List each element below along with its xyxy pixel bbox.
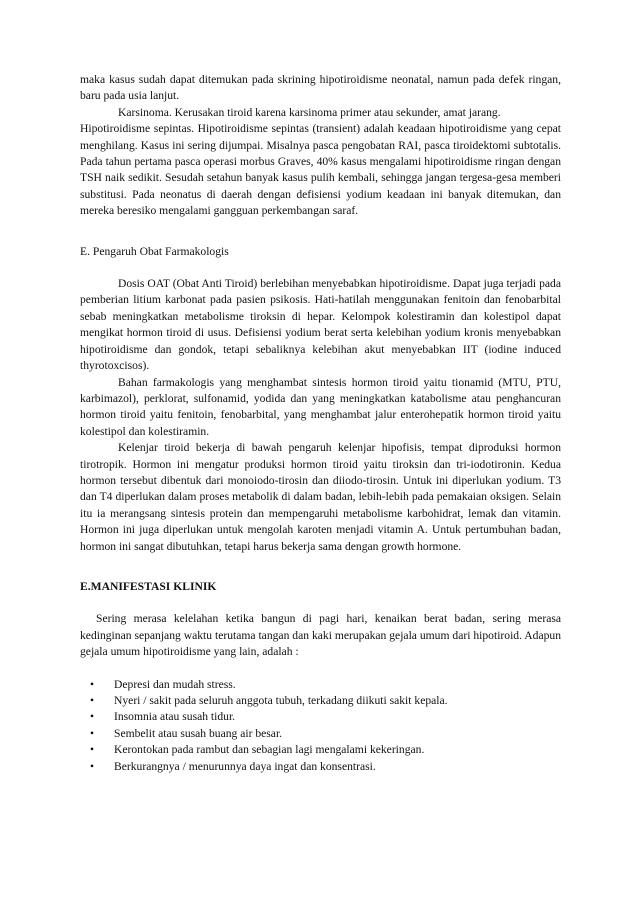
- paragraph-karsinoma: Karsinoma. Kerusakan tiroid karena karsinoma primer atau sekunder, amat jarang.: [118, 105, 501, 119]
- list-item: [80, 726, 561, 742]
- list-item: [80, 677, 561, 693]
- list-item: [80, 742, 561, 758]
- list-item-text: Berkurangnya / menurunnya daya ingat dan konsentrasi.: [114, 759, 376, 773]
- list-item-text: Kerontokan pada rambut dan sebagian lagi mengalami kekeringan.: [114, 743, 425, 757]
- paragraph-dosis-oat: Dosis OAT (Obat Anti Tiroid) berlebihan menyebabkan hipotiroidisme. Dapat juga terjadi pada pemberian litium karbonat pada pasien psikosis. Hati-hatilah menggunakan fenitoin dan fenobarbital sebab meningkatkan metabolisme tiroksin di hepar. Kelompok kolestiramin dan kolestipol dapat mengikat hormon tiroid di usus. Defisiensi yodium berat serta kelebihan yodium kronis menyebabkan hipotiroidisme dan gondok, tetapi sebaliknya kelebihan akut menyebabkan IIT (iodine induced thyrotoxcisos).: [80, 277, 561, 373]
- spacer: [80, 661, 561, 677]
- paragraph-kelenjar-tiroid: Kelenjar tiroid bekerja di bawah pengaruh kelenjar hipofisis, tempat diproduksi hormon tirotropik. Hormon ini mengatur produksi hormon tiroid yaitu tiroksin dan tri-iodotironin. Kedua hormon tersebut dibentuk dari monoiodo-tirosin dan diiodo-tirosin. Untuk ini diperlukan yodium. T3 dan T4 diperlukan dalam proses metabolik di dalam badan, lebih-lebih pada pemakaian oksigen. Selain itu ia merangsang sintesis protein dan mempengaruhi metabolisme karbohidrat, lemak dan vitamin. Hormon ini juga diperlukan untuk mengolah karoten menjadi vitamin A. Untuk pertumbuhan badan, hormon ini sangat dibutuhkan, tetapi harus bekerja sama dengan growth hormone.: [80, 441, 561, 553]
- list-item-text: Sembelit atau susah buang air besar.: [114, 726, 283, 740]
- symptom-list: [80, 677, 561, 775]
- paragraph-bahan-farmakologis: Bahan farmakologis yang menghambat sintesis hormon tiroid yaitu tionamid (MTU, PTU, karbimazol), perklorat, sulfonamid, yodida dan yang meningkatkan katabolisme atau penghancuran hormon tiroid yaitu fenitoin, fenobarbital, yang menghambat jalur enterohepatik hormon tiroid yaitu kolestipol dan kolestiramin.: [80, 375, 561, 438]
- paragraph-continuation: maka kasus sudah dapat ditemukan pada skrining hipotiroidisme neonatal, namun pada defek ringan, baru pada usia lanjut.: [80, 73, 561, 103]
- section-heading-pengaruh-obat: E. Pengaruh Obat Farmakologis: [80, 244, 229, 258]
- bullet-icon: •: [90, 743, 95, 757]
- paragraph-hipotiroidisme-sepintas: Hipotiroidisme sepintas. Hipotiroidisme sepintas (transient) adalah keadaan hipotiroidisme yang cepat menghilang. Kasus ini sering dijumpai. Misalnya pasca pengobatan RAI, pasca tiroidektomi subtotalis. Pada tahun pertama pasca operasi morbus Graves, 40% kasus mengalami hipotiroidisme ringan dengan TSH naik sedikit. Sesudah setahun banyak kasus pulih kembali, sehingga jangan tergesa-gesa memberi substitusi. Pada neonatus di daerah dengan defisiensi yodium keadaan ini banyak ditemukan, dan mereka beresiko mengalami gangguan perkembangan saraf.: [80, 122, 561, 218]
- spacer: [80, 220, 561, 244]
- list-item: [80, 709, 561, 725]
- list-item-text: Nyeri / sakit pada seluruh anggota tubuh, terkadang diikuti sakit kepala.: [114, 694, 448, 707]
- document-page: [80, 72, 561, 775]
- spacer: [80, 260, 561, 276]
- list-item-text: Insomnia atau susah tidur.: [114, 710, 236, 724]
- list-item: [80, 759, 561, 775]
- bullet-icon: •: [90, 710, 95, 724]
- bullet-icon: •: [90, 677, 95, 691]
- list-item-text: Depresi dan mudah stress.: [114, 677, 236, 691]
- bullet-icon: •: [90, 759, 95, 773]
- paragraph-manifestasi-intro: Sering merasa kelelahan ketika bangun di pagi hari, kenaikan berat badan, sering merasa kedinginan sepanjang waktu terutama tangan dan kaki merupakan gejala umum dari hipotiroid. Adapun gejala umum hipotiroidisme yang lain, adalah :: [80, 612, 561, 659]
- list-item: [80, 693, 561, 709]
- spacer: [80, 595, 561, 611]
- bullet-icon: •: [90, 726, 95, 740]
- section-heading-manifestasi-klinik: E.MANIFESTASI KLINIK: [80, 579, 217, 593]
- spacer: [80, 555, 561, 579]
- bullet-icon: •: [90, 694, 95, 707]
